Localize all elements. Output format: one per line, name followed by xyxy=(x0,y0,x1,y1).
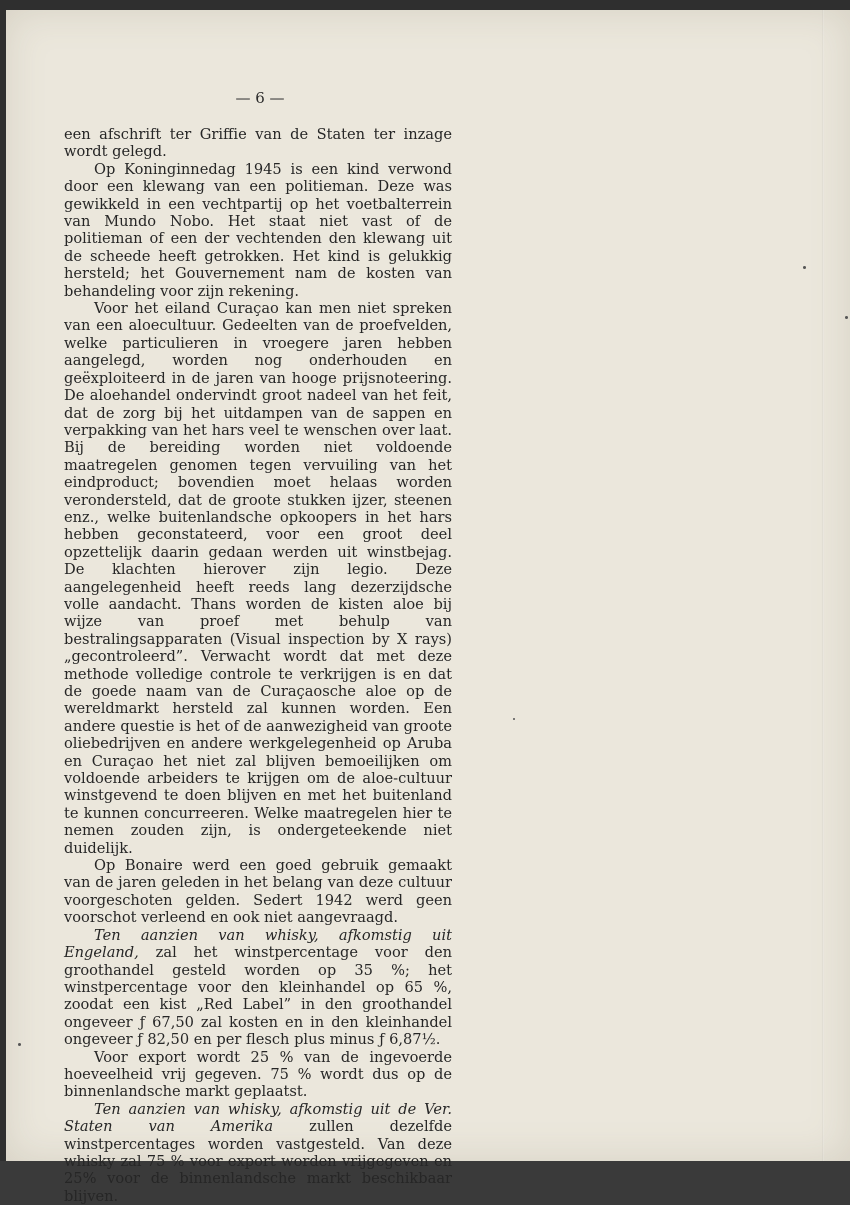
page-number: — 6 — xyxy=(235,89,285,107)
paper-fold xyxy=(822,10,824,1161)
paper-speck xyxy=(803,266,806,269)
paragraph: een afschrift ter Griffie van de Staten ter inzage wordt gelegd. xyxy=(64,126,452,161)
paragraph xyxy=(64,1101,452,1205)
paper-speck xyxy=(845,316,848,319)
paragraph-body: zal het winstpercentage voor den groothandel gesteld worden op 35 %; het winstpercentage voor den kleinhandel op 65 %, zoodat een kist „Red Label” in den groothandel ongeveer ƒ 67,50 zal kosten en in den kleinhandel ongeveer ƒ 82,50 en per flesch plus minus ƒ 6,87½. xyxy=(64,944,452,1049)
paragraph: Voor export wordt 25 % van de ingevoerde hoeveelheid vrij gegeven. 75 % wordt dus op de binnenlandsche markt geplaatst. xyxy=(64,1048,452,1101)
paragraph: Op Bonaire werd een goed gebruik gemaakt van de jaren geleden in het belang van deze cultuur voorgeschoten gelden. Sedert 1942 werd geen voorschot verleend en ook niet aangevraagd. xyxy=(64,857,452,927)
paragraph-body: zullen dezelfde winstpercentages worden vastgesteld. Van deze whisky zal 75 % voor export worden vrijgegeven en 25% voor de binnenlandsche markt beschikbaar blijven. xyxy=(64,1118,452,1205)
paper-speck xyxy=(18,1043,21,1046)
body-text xyxy=(64,126,452,1205)
italic-lead: Ten aanzien van whisky, afkomstig uit de Ver. Staten van Amerika xyxy=(64,1100,452,1136)
paragraph: Op Koninginnedag 1945 is een kind verwond door een klewang van een politieman. Deze was gewikkeld in een vechtpartij op het voetbalterrein van Mundo Nobo. Het staat niet vast of de politieman of een der vechtenden den klewang uit de scheede heeft getrokken. Het kind is gelukkig hersteld; het Gouvernement nam de kosten van behandeling voor zijn rekening. xyxy=(64,160,452,300)
paragraph xyxy=(64,927,452,1049)
paper-speck xyxy=(513,718,515,720)
paragraph: Voor het eiland Curaçao kan men niet spreken van een aloecultuur. Gedeelten van de proefvelden, welke particulieren in vroegere jaren hebben aangelegd, worden nog onderhouden en geëxploiteerd in de jaren van hooge prijsnoteering. De aloehandel ondervindt groot nadeel van het feit, dat de zorg bij het uitdampen van de sappen en verpakking van het hars veel te wenschen over laat. Bij de bereiding worden niet voldoende maatregelen genomen tegen vervuiling van het eindproduct; bovendien moet helaas worden verondersteld, dat de groote stukken ijzer, steenen enz., welke buitenlandsche opkoopers in het hars hebben geconstateerd, voor een groot deel opzettelijk daarin gedaan werden uit winstbejag. De klachten hierover zijn legio. Deze aangelegenheid heeft reeds lang dezerzijdsche volle aandacht. Thans worden de kisten aloe bij wijze van proef met behulp van bestralingsapparaten (Visual inspection by X rays) „gecontroleerd”. Verwacht wordt dat met deze methode volledige controle te verkrijgen is en dat de goede naam van de Curaçaosche aloe op de wereldmarkt hersteld zal kunnen worden. Een andere questie is het of de aanwezigheid van groote oliebedrijven en andere werkgelegenheid op Aruba en Curaçao het niet zal blijven bemoeilijken om voldoende arbeiders te krijgen om de aloe-cultuur winstgevend te doen blijven en met het buitenland te kunnen concurreeren. Welke maatregelen hier te nemen zouden zijn, is ondergeteekende niet duidelijk. xyxy=(64,300,452,857)
italic-lead: Ten aanzien van whisky, afkomstig uit Engeland, xyxy=(64,926,452,962)
